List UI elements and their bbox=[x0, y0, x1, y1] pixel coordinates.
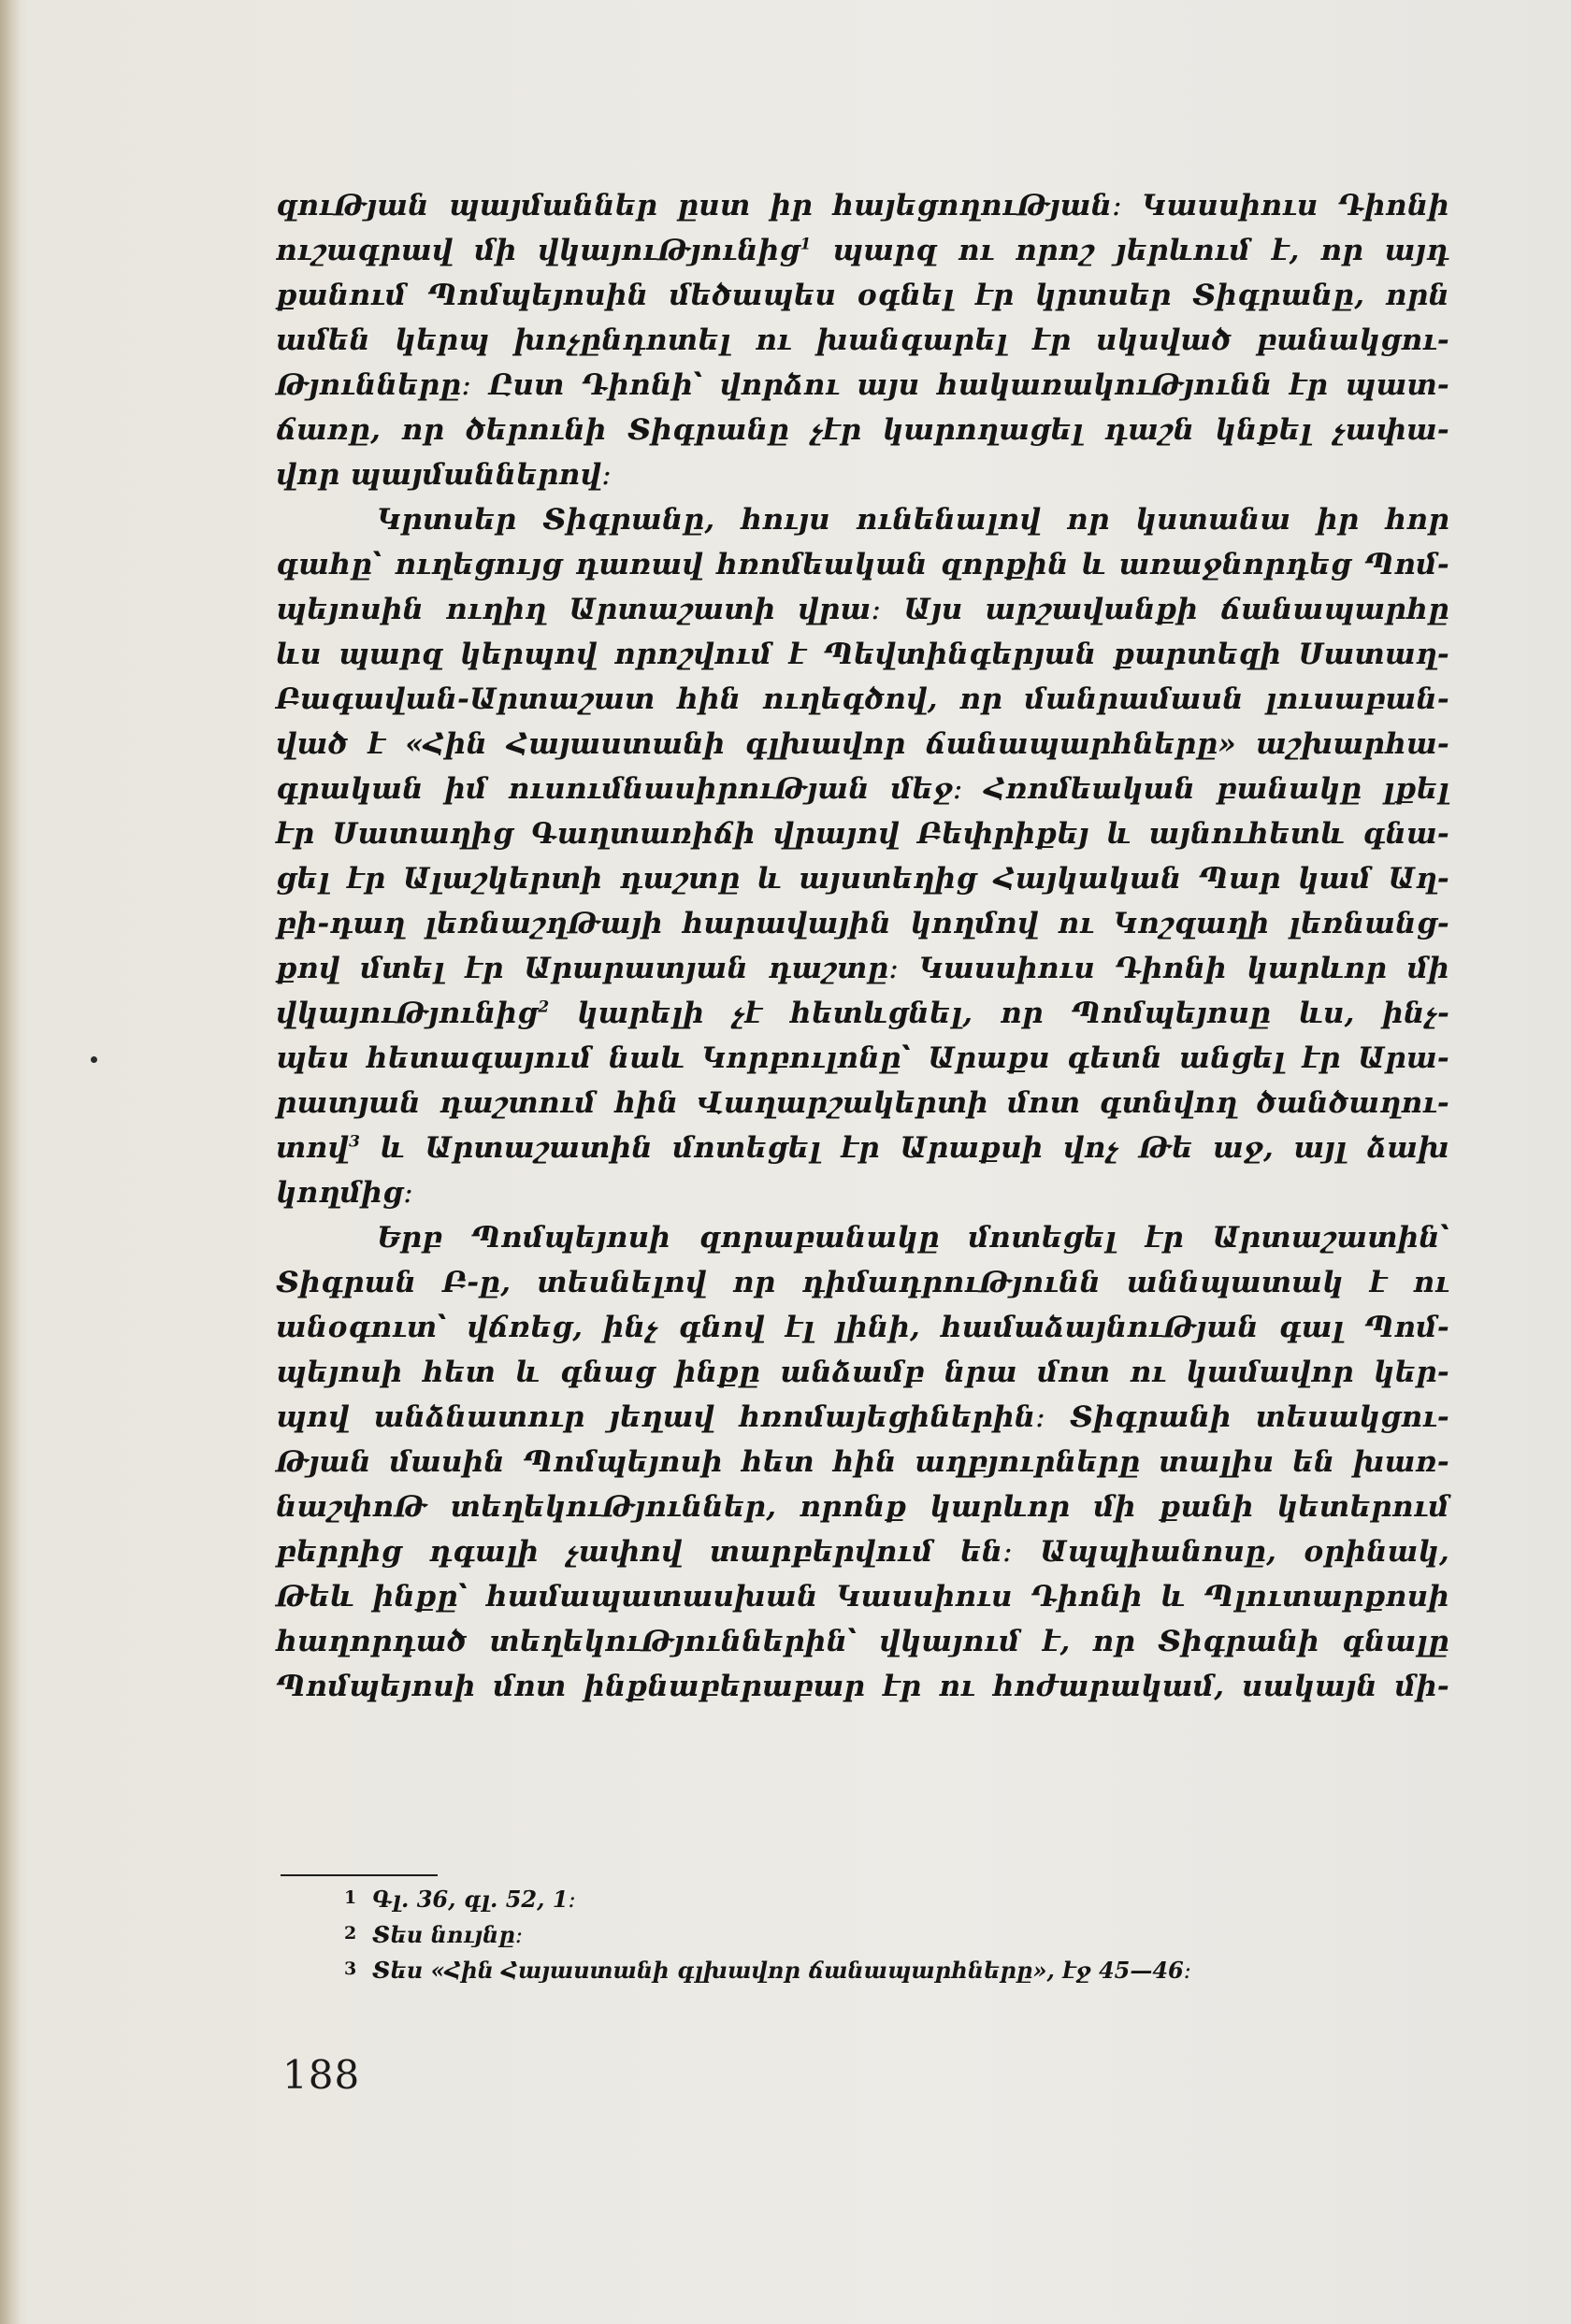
text-line bbox=[276, 228, 1449, 273]
footnote-ref: 3 bbox=[349, 1132, 361, 1152]
text-line: քանում Պոմպեյոսին մեծապես օգնել էր կրտսեր Տիգրանը, որն bbox=[276, 279, 1449, 312]
paragraph-start: Երբ Պոմպեյոսի զորաբանակը մոտեցել էր Արտաշատին՝ bbox=[377, 1221, 1449, 1255]
footnote-ref: 1 bbox=[800, 235, 812, 254]
text-segment: կարելի չէ հետևցնել, որ Պոմպեյոսը ևս, ինչ- bbox=[577, 997, 1450, 1030]
footnote bbox=[344, 1917, 1401, 1953]
text-line: զուԹյան պայմաններ ըստ իր հայեցողուԹյան։ Կասսիուս Դիոնի bbox=[276, 189, 1449, 222]
margin-speck bbox=[91, 1056, 97, 1063]
text-line: բերրից դգալի չափով տարբերվում են։ Ապպիանոսը, օրինակ, bbox=[276, 1535, 1449, 1569]
text-line: պեյոսին ուղիղ Արտաշատի վրա։ Այս արշավանքի ճանապարհը bbox=[276, 593, 1449, 626]
paragraph-start: Կրտսեր Տիգրանը, հույս ունենալով որ կստանա իր հոր bbox=[377, 503, 1449, 537]
footnotes bbox=[344, 1882, 1401, 1988]
page-number: 188 bbox=[282, 2052, 361, 2098]
text-line: ճառը, որ ծերունի Տիգրանը չէր կարողացել դաշն կնքել չափա- bbox=[276, 413, 1449, 447]
text-line: պով անձնատուր յեղավ հռոմայեցիներին։ Տիգրանի տեսակցու- bbox=[276, 1400, 1449, 1434]
footnote bbox=[344, 1882, 1401, 1917]
text-line: անօգուտ՝ վճռեց, ինչ գնով էլ լինի, համաձայնուԹյան գալ Պոմ- bbox=[276, 1311, 1449, 1344]
footnote-ref: 2 bbox=[538, 997, 550, 1017]
body-text bbox=[276, 183, 1449, 1709]
text-line: Բագավան-Արտաշատ հին ուղեգծով, որ մանրամասն լուսաբան- bbox=[276, 682, 1449, 716]
page-binding-shadow bbox=[0, 0, 21, 2324]
text-line: ված է «Հին Հայաստանի գլխավոր ճանապարհները» աշխարհա- bbox=[276, 727, 1449, 761]
footnote-number: 1 bbox=[344, 1887, 357, 1908]
footnote-number: 2 bbox=[344, 1923, 357, 1944]
text-line: ցել էր Ալաշկերտի դաշտը և այստեղից Հայկական Պար կամ Աղ- bbox=[276, 862, 1449, 896]
text-line: ևս պարզ կերպով որոշվում է Պեվտինգերյան քարտեզի Սատաղ- bbox=[276, 638, 1449, 671]
footnote-text: Տես նույնը։ bbox=[372, 1921, 524, 1948]
text-line: բի-դաղ լեռնաշղԹայի հարավային կողմով ու Կոշզաղի լեռնանց- bbox=[276, 907, 1449, 940]
footnote-text: Գլ. 36, գլ. 52, 1։ bbox=[372, 1886, 576, 1913]
text-line: հաղորդած տեղեկուԹյուններին՝ վկայում է, որ Տիգրանի գնալը bbox=[276, 1625, 1449, 1658]
footnote-number: 3 bbox=[344, 1958, 357, 1979]
text-line: պես հետագայում նաև Կորբուլոնը՝ Արաքս գետն անցել էր Արա- bbox=[276, 1041, 1449, 1075]
text-line: նաշփոԹ տեղեկուԹյուններ, որոնք կարևոր մի քանի կետերում bbox=[276, 1490, 1449, 1524]
text-line: ամեն կերպ խոչընդոտել ու խանգարել էր սկսված բանակցու- bbox=[276, 323, 1449, 357]
text-segment: վկայուԹյունից bbox=[276, 997, 539, 1030]
text-segment: պարզ ու որոշ յերևում է, որ այդ bbox=[832, 234, 1449, 267]
text-line: Թյունները։ Ըստ Դիոնի՝ վորձու այս հակառակուԹյունն էր պատ- bbox=[276, 368, 1449, 402]
text-line: րատյան դաշտում հին Վաղարշակերտի մոտ գտնվող ծանծաղու- bbox=[276, 1086, 1449, 1120]
text-line bbox=[276, 991, 1449, 1036]
text-line bbox=[276, 1126, 1449, 1170]
text-line: վոր պայմաններով։ bbox=[276, 458, 612, 492]
footnote-divider bbox=[281, 1874, 438, 1876]
text-segment: ուշագրավ մի վկայուԹյունից bbox=[276, 234, 800, 267]
text-line: գահը՝ ուղեցույց դառավ հռոմեական զորքին և առաջնորդեց Պոմ- bbox=[276, 548, 1449, 581]
text-line: էր Սատաղից Գաղտառիճի վրայով Բեփրիքեյ և այնուհետև գնա- bbox=[276, 817, 1449, 851]
text-line: Թեև ինքը՝ համապատասխան Կասսիուս Դիոնի և Պլուտարքոսի bbox=[276, 1580, 1449, 1614]
text-line: Թյան մասին Պոմպեյոսի հետ հին աղբյուրները տալիս են խառ- bbox=[276, 1445, 1449, 1479]
text-line: քով մտել էր Արարատյան դաշտը։ Կասսիուս Դիոնի կարևոր մի bbox=[276, 952, 1449, 985]
text-segment: և Արտաշատին մոտեցել էր Արաքսի վոչ Թե աջ, այլ ձախ bbox=[380, 1131, 1449, 1165]
text-line: Տիգրան Բ-ը, տեսնելով որ դիմադրուԹյունն աննպատակ է ու bbox=[276, 1266, 1449, 1299]
text-segment: տով bbox=[276, 1131, 350, 1165]
text-line: գրական իմ ուսումնասիրուԹյան մեջ։ Հռոմեական բանակը լքել bbox=[276, 772, 1449, 806]
text-line: կողմից։ bbox=[276, 1176, 413, 1210]
text-line: պեյոսի հետ և գնաց ինքը անձամբ նրա մոտ ու կամավոր կեր- bbox=[276, 1356, 1449, 1389]
text-line: Պոմպեյոսի մոտ ինքնաբերաբար էր ու հոժարակամ, սակայն մի- bbox=[276, 1670, 1449, 1703]
footnote bbox=[344, 1953, 1401, 1988]
footnote-text: Տես «Հին Հայաստանի գլխավոր ճանապարհները», էջ 45—46։ bbox=[372, 1957, 1191, 1984]
